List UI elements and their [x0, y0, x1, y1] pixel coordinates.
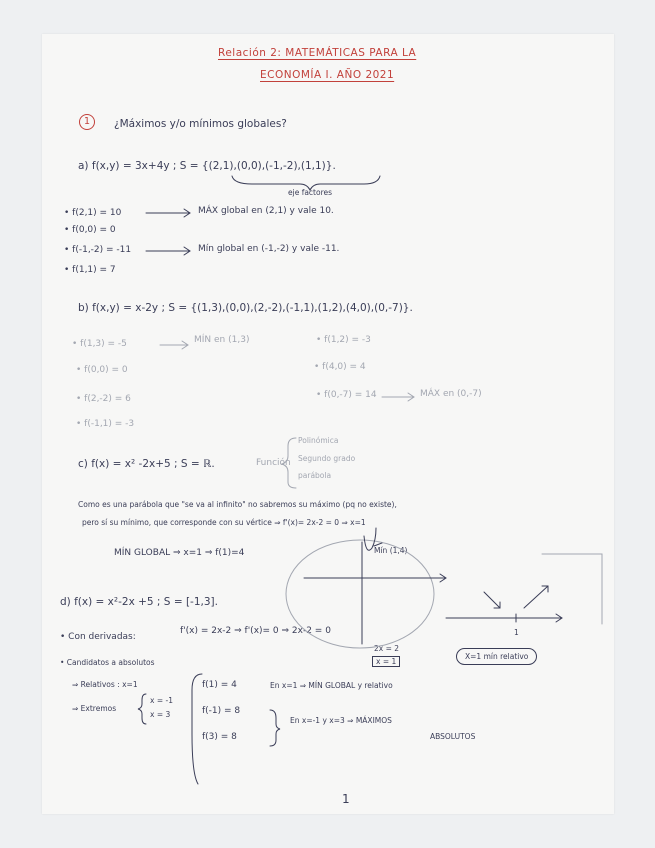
part-c-func-label: Función: [256, 458, 291, 468]
decreasing-arrow-icon: [484, 592, 500, 608]
part-c-prop-1: Polinómica: [298, 436, 339, 445]
part-c-result: MÍN GLOBAL ⇒ x=1 ⇒ f(1)=4: [114, 548, 245, 558]
exercise-question: ¿Máximos y/o mínimos globales?: [114, 118, 287, 130]
exercise-number: 1: [79, 114, 95, 130]
extremos-brace: [138, 694, 146, 724]
part-a-comment-3: Mín global en (-1,-2) y vale -11.: [198, 244, 340, 254]
part-b-statement: b) f(x,y) = x-2y ; S = {(1,3),(0,0),(2,-2),(-1,1),(1,2),(4,0),(0,-7)}.: [78, 302, 413, 314]
part-a-item-4: • f(1,1) = 7: [64, 265, 116, 275]
part-c-text-2: pero sí su mínimo, que corresponde con su vértice ⇒ f'(x)= 2x-2 = 0 ⇒ x=1: [82, 518, 366, 527]
arrow-icon: [146, 247, 190, 255]
part-a-brace-note: eje factores: [288, 188, 333, 197]
part-a-comment-1: MÁX global en (2,1) y vale 10.: [198, 206, 334, 216]
increasing-arrow-icon: [524, 586, 548, 608]
arrow-icon: [146, 209, 190, 217]
part-d-candidates: • Candidatos a absolutos: [60, 658, 155, 667]
part-a-item-2: • f(0,0) = 0: [64, 225, 116, 235]
part-d-solve-2: x = 1: [372, 656, 400, 667]
part-b-right-3: • f(0,-7) = 14: [316, 390, 377, 400]
part-d-eval-3: f(3) = 8: [202, 732, 237, 742]
part-b-right-1: • f(1,2) = -3: [316, 335, 371, 345]
part-d-extremos: ⇒ Extremos: [72, 704, 117, 713]
part-c-graph-label: Mín (1,4): [374, 546, 408, 555]
part-b-left-comment: MÍN en (1,3): [194, 335, 250, 345]
part-c-statement: c) f(x) = x² -2x+5 ; S = ℝ.: [78, 458, 215, 470]
graph-x-axis: [304, 574, 446, 582]
part-d-eval-2: f(-1) = 8: [202, 706, 241, 716]
part-d-derivative-label: • Con derivadas:: [60, 632, 136, 642]
part-b-left-2: • f(0,0) = 0: [76, 365, 128, 375]
part-c-prop-3: parábola: [298, 471, 332, 480]
header-line-1: Relación 2: MATEMÁTICAS PARA LA: [218, 47, 417, 59]
header-line-2: ECONOMÍA I. AÑO 2021: [260, 69, 395, 81]
part-d-derivative-eq: f'(x) = 2x-2 ⇒ f'(x)= 0 ⇒ 2x-2 = 0: [180, 626, 331, 636]
notebook-page: [42, 34, 614, 814]
arrow-icon: [382, 393, 414, 401]
part-d-ext-2: x = 3: [150, 710, 171, 719]
max-brace: [270, 710, 280, 746]
part-d-eval-2-comment-2: ABSOLUTOS: [430, 732, 476, 741]
arrow-icon: [160, 341, 188, 349]
part-d-axis-tick: 1: [514, 628, 519, 637]
part-d-oval-note: X=1 mín relativo: [456, 648, 537, 665]
part-d-relativos: ⇒ Relativos : x=1: [72, 680, 138, 689]
evaluations-brace: [192, 674, 202, 784]
part-c-text-1: Como es una parábola que "se va al infinito" no sabremos su máximo (pq no existe),: [78, 500, 397, 509]
part-d-eval-1-comment: En x=1 ⇒ MÍN GLOBAL y relativo: [270, 681, 393, 690]
part-d-eval-2-comment: En x=-1 y x=3 ⇒ MÁXIMOS: [290, 716, 392, 725]
part-b-right-comment: MÁX en (0,-7): [420, 389, 482, 399]
part-b-left-1: • f(1,3) = -5: [72, 339, 127, 349]
faint-box-mark: [542, 554, 602, 624]
part-a-item-1: • f(2,1) = 10: [64, 208, 122, 218]
part-d-ext-1: x = -1: [150, 696, 173, 705]
part-a-item-3: • f(-1,-2) = -11: [64, 245, 132, 255]
page-number: 1: [342, 792, 350, 806]
part-d-eval-1: f(1) = 4: [202, 680, 237, 690]
part-b-left-3: • f(2,-2) = 6: [76, 394, 131, 404]
part-b-left-4: • f(-1,1) = -3: [76, 419, 135, 429]
part-c-prop-2: Segundo grado: [298, 454, 356, 463]
part-d-solve-1: 2x = 2: [374, 644, 400, 653]
part-b-right-2: • f(4,0) = 4: [314, 362, 366, 372]
number-line: [446, 614, 562, 622]
part-d-statement: d) f(x) = x²-2x +5 ; S = [-1,3].: [60, 596, 218, 608]
part-a-statement: a) f(x,y) = 3x+4y ; S = {(2,1),(0,0),(-1,-2),(1,1)}.: [78, 160, 336, 172]
